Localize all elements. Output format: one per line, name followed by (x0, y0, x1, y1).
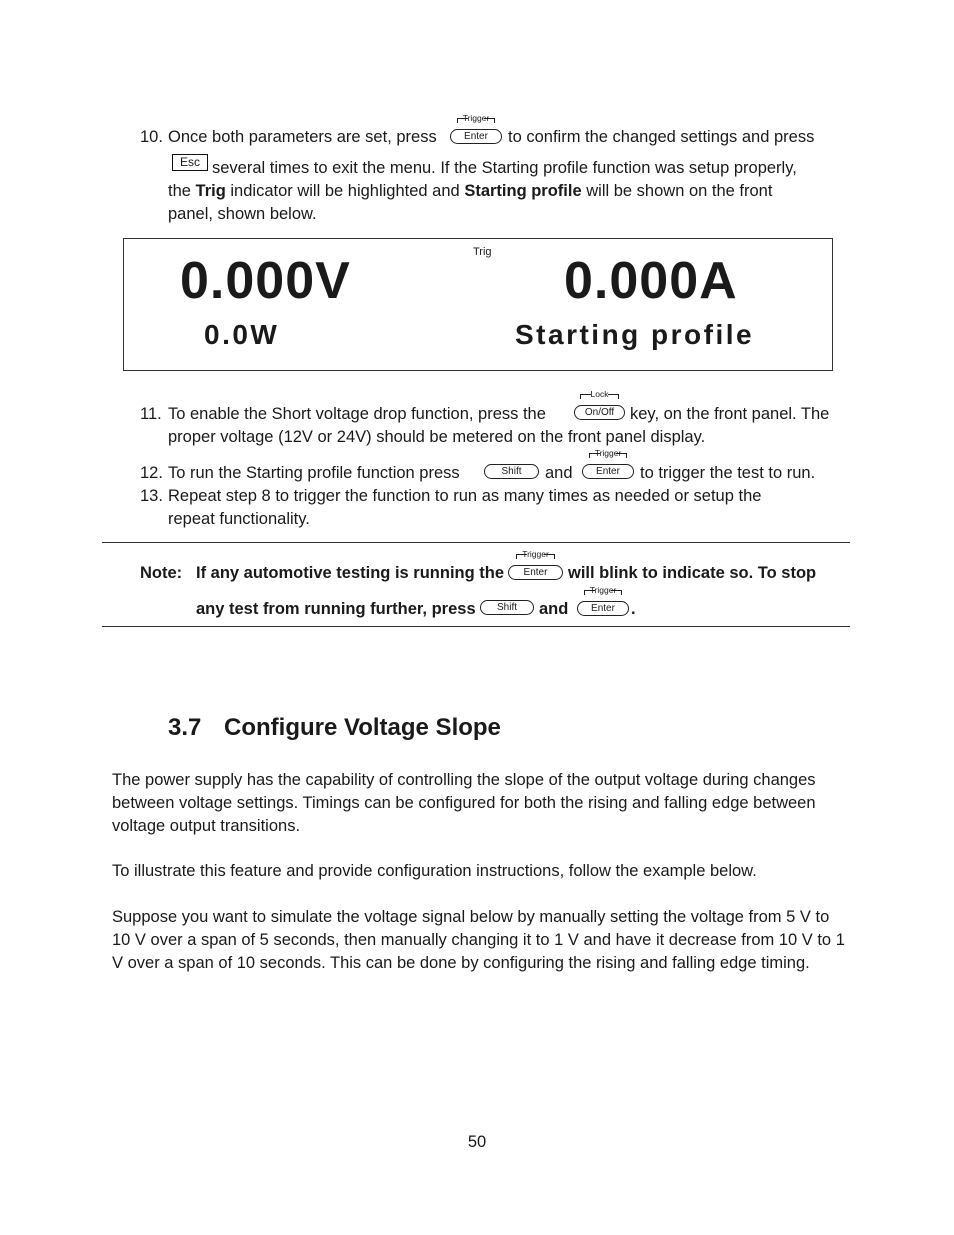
shift-key-icon (480, 597, 534, 615)
step-12-text-b: and (545, 464, 573, 482)
page-number: 50 (467, 1133, 487, 1151)
voltage-readout: 0.000V (180, 252, 351, 310)
onoff-label: On/Off (574, 405, 625, 420)
trig-indicator: Trig (473, 246, 492, 258)
current-readout: 0.000A (564, 252, 738, 310)
shift-label: Shift (484, 464, 539, 479)
step-11-line1-b: key, on the front panel. The (630, 405, 830, 423)
paragraph-2: To illustrate this feature and provide configuration instructions, follow the example below. (112, 862, 757, 880)
note-line2-a: any test from running further, press (196, 600, 476, 618)
step-13-number: 13. (140, 487, 163, 505)
shift-key-icon (484, 461, 539, 479)
step-10-line3: the Trig indicator will be highlighted and Starting profile will be shown on the front (168, 182, 773, 200)
step-10-line1-a: Once both parameters are set, press (168, 128, 437, 146)
section-title: Configure Voltage Slope (224, 714, 501, 741)
paragraph-1: The power supply has the capability of controlling the slope of the output voltage during changes between voltage settings. Timings can be configured for both the rising and falling edge between voltage output transitions. (112, 771, 816, 835)
trigger-enter-key-icon (508, 550, 563, 580)
step-12-number: 12. (140, 464, 163, 482)
step-10-line1-b: to confirm the changed settings and press (508, 128, 815, 146)
step-11-line2: proper voltage (12V or 24V) should be metered on the front panel display. (168, 428, 706, 446)
step-10-number: 10. (140, 128, 163, 146)
power-readout: 0.0W (204, 319, 280, 350)
enter-label: Enter (450, 129, 502, 144)
status-readout: Starting profile (515, 319, 755, 350)
trigger-label: Trigger (594, 448, 622, 458)
step-12-text-a: To run the Starting profile function press (168, 464, 460, 482)
shift-label: Shift (480, 600, 534, 615)
step-11-number: 11. (140, 405, 162, 423)
paragraph-3: Suppose you want to simulate the voltage signal below by manually setting the voltage from 5 V to 10 V over a span of 5 seconds, then manually changing it to 1 V and have it decrease from 10 V to 1 V over a span of 10 seconds. This can be done by configuring the rising and falling edge timing. (112, 908, 845, 972)
section-number: 3.7 (168, 714, 202, 741)
step-12-text-c: to trigger the test to run. (640, 464, 816, 482)
step-11-line1-a: To enable the Short voltage drop function, press the (168, 405, 546, 423)
enter-label: Enter (508, 565, 563, 580)
note-line1-a: If any automotive testing is running the (196, 564, 505, 582)
step-10-line2: several times to exit the menu. If the Starting profile function was setup properly, (212, 159, 797, 177)
trigger-enter-key-icon (577, 586, 629, 616)
trigger-label: Trigger (522, 549, 549, 559)
step-13-line1: Repeat step 8 to trigger the function to run as many times as needed or setup the (168, 487, 762, 505)
trigger-enter-key-icon (450, 114, 502, 144)
trigger-label: Trigger (589, 585, 617, 595)
note-label: Note: (140, 564, 183, 582)
trigger-label: Trigger (462, 113, 490, 123)
step-13-line2: repeat functionality. (168, 510, 310, 528)
trigger-enter-key-icon (582, 449, 634, 479)
step-10-line4: panel, shown below. (168, 205, 317, 223)
note-top-rule (102, 542, 850, 543)
note-bottom-rule (102, 626, 850, 627)
note-line2-b: and (539, 600, 569, 618)
note-line1-b: will blink to indicate so. To stop (568, 564, 817, 582)
lock-label: Lock (590, 389, 609, 399)
enter-label: Enter (577, 601, 629, 616)
note-line2-c: . (631, 600, 636, 618)
lock-onoff-key-icon (574, 390, 625, 420)
esc-key-icon: Esc (172, 154, 208, 171)
enter-label: Enter (582, 464, 634, 479)
front-panel-display (123, 238, 833, 371)
